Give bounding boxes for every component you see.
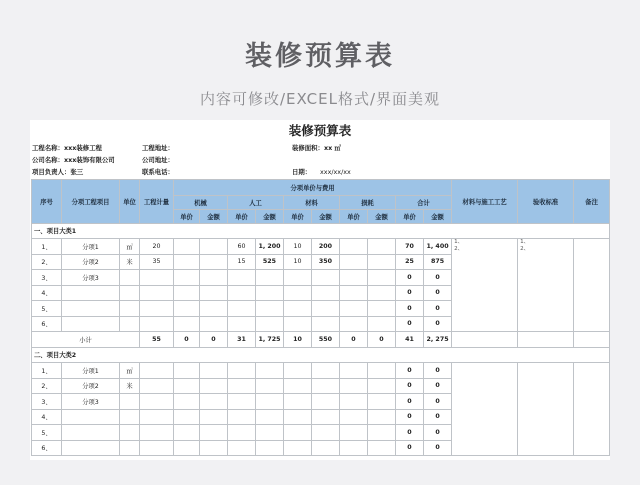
cell-l-p[interactable] [228, 394, 256, 410]
header-qty: 工程计量 [140, 180, 174, 224]
cell-unit[interactable]: ㎡ [120, 363, 140, 379]
subtotal-loss-a: 0 [368, 332, 396, 348]
cell-l-a[interactable] [256, 285, 284, 301]
header-unit-price: 单价 [228, 209, 256, 223]
section-row [32, 347, 610, 363]
cell-l-p[interactable]: 60 [228, 239, 256, 255]
cell-l-a[interactable] [256, 270, 284, 286]
cell-mat-a[interactable] [312, 409, 340, 425]
cell-mat-a[interactable] [312, 394, 340, 410]
cell-t-p[interactable]: 0 [396, 425, 424, 441]
cell-t-a[interactable]: 0 [424, 285, 452, 301]
subtotal-label: 小计 [32, 332, 140, 348]
header-unit-price: 单价 [174, 209, 200, 223]
header-unit: 单位 [120, 180, 140, 224]
banner-subtitle: 内容可修改/EXCEL格式/界面美观 [199, 90, 441, 108]
cell-l-p[interactable] [228, 425, 256, 441]
cell-t-a[interactable]: 0 [424, 425, 452, 441]
cell-m-a[interactable] [200, 409, 228, 425]
cell-l-p[interactable] [228, 285, 256, 301]
cell-loss-a[interactable] [368, 239, 396, 255]
cell-mat-p[interactable] [284, 270, 312, 286]
cell-seq[interactable]: 2、 [32, 254, 62, 270]
cell-item[interactable] [62, 285, 120, 301]
table-body [32, 223, 610, 456]
cell-remark[interactable] [574, 239, 610, 332]
cell-m-p[interactable] [174, 316, 200, 332]
banner-title: 装修预算表 [245, 41, 395, 72]
cell-item[interactable]: 分项3 [62, 270, 120, 286]
cell-item[interactable]: 分项2 [62, 378, 120, 394]
cell-m-p[interactable] [174, 285, 200, 301]
cell-process-notes[interactable] [452, 363, 518, 456]
cell-loss-p[interactable] [340, 378, 368, 394]
cell-loss-p[interactable] [340, 316, 368, 332]
contact-phone: 联系电话： [142, 168, 174, 176]
cell-m-p[interactable] [174, 409, 200, 425]
cell-mat-p[interactable] [284, 316, 312, 332]
info-row-1 [30, 142, 610, 154]
cell-item[interactable] [62, 301, 120, 317]
cell-qty[interactable]: 35 [140, 254, 174, 270]
info-row-3 [30, 166, 610, 178]
cell-t-a[interactable]: 0 [424, 270, 452, 286]
cell-qty[interactable] [140, 440, 174, 456]
cell-t-p[interactable]: 0 [396, 363, 424, 379]
cell-m-a[interactable] [200, 363, 228, 379]
cell-loss-p[interactable] [340, 285, 368, 301]
cell-m-a[interactable] [200, 394, 228, 410]
cell-t-a[interactable]: 0 [424, 440, 452, 456]
cell-m-a[interactable] [200, 440, 228, 456]
section-title: 一、项目大类1 [32, 223, 610, 239]
cell-unit[interactable]: ㎡ [120, 239, 140, 255]
cell-m-a[interactable] [200, 301, 228, 317]
subtotal-m-p: 0 [174, 332, 200, 348]
cell-unit[interactable] [120, 270, 140, 286]
cell-loss-a[interactable] [368, 270, 396, 286]
cell-l-p[interactable] [228, 316, 256, 332]
subtotal-loss-p: 0 [340, 332, 368, 348]
header-amount: 金额 [368, 209, 396, 223]
cell-loss-p[interactable] [340, 363, 368, 379]
cell-m-a[interactable] [200, 239, 228, 255]
cell-m-p[interactable] [174, 270, 200, 286]
cell-mat-p[interactable]: 10 [284, 254, 312, 270]
header-unit-price: 单价 [284, 209, 312, 223]
cell-m-p[interactable] [174, 239, 200, 255]
cell-mat-a[interactable]: 350 [312, 254, 340, 270]
cell-t-p[interactable]: 0 [396, 316, 424, 332]
cell-l-p[interactable] [228, 440, 256, 456]
cell-m-a[interactable] [200, 270, 228, 286]
company-address: 公司地址： [142, 156, 174, 164]
cell-loss-p[interactable] [340, 254, 368, 270]
cell-loss-a[interactable] [368, 254, 396, 270]
cell-mat-a[interactable] [312, 378, 340, 394]
cell-loss-p[interactable] [340, 440, 368, 456]
cell-seq[interactable]: 1、 [32, 239, 62, 255]
cell-m-p[interactable] [174, 301, 200, 317]
cell-m-a[interactable] [200, 378, 228, 394]
header-remark: 备注 [574, 180, 610, 224]
cell-mat-p[interactable] [284, 378, 312, 394]
cell-mat-a[interactable] [312, 270, 340, 286]
cell-item[interactable] [62, 425, 120, 441]
cell-l-a[interactable] [256, 316, 284, 332]
cell-m-p[interactable] [174, 440, 200, 456]
cell-seq[interactable]: 6、 [32, 440, 62, 456]
cell-qty[interactable] [140, 425, 174, 441]
subtotal-empty [452, 332, 518, 348]
cell-loss-a[interactable] [368, 394, 396, 410]
cell-seq[interactable]: 4、 [32, 285, 62, 301]
header-total: 合计 [396, 195, 452, 209]
cell-seq[interactable]: 2、 [32, 378, 62, 394]
cell-loss-p[interactable] [340, 270, 368, 286]
cell-unit[interactable]: 米 [120, 378, 140, 394]
cell-loss-p[interactable] [340, 425, 368, 441]
cell-l-a[interactable]: 525 [256, 254, 284, 270]
cell-qty[interactable] [140, 394, 174, 410]
cell-m-a[interactable] [200, 285, 228, 301]
subtotal-empty [574, 332, 610, 348]
cell-item[interactable] [62, 440, 120, 456]
cell-seq[interactable]: 1、 [32, 363, 62, 379]
cell-t-p[interactable]: 25 [396, 254, 424, 270]
cell-t-p[interactable]: 0 [396, 378, 424, 394]
decoration-area: 装修面积：xx ㎡ [292, 144, 341, 152]
cell-l-a[interactable] [256, 425, 284, 441]
cell-loss-a[interactable] [368, 378, 396, 394]
cell-seq[interactable]: 5、 [32, 425, 62, 441]
cell-mat-p[interactable] [284, 394, 312, 410]
cell-qty[interactable] [140, 316, 174, 332]
cell-t-p[interactable]: 0 [396, 285, 424, 301]
cell-l-p[interactable] [228, 409, 256, 425]
table-row [32, 363, 610, 379]
cell-l-p[interactable] [228, 270, 256, 286]
table-row [32, 239, 610, 255]
header-item: 分项工程项目 [62, 180, 120, 224]
cell-qty[interactable] [140, 363, 174, 379]
header-labor: 人工 [228, 195, 284, 209]
cell-qty[interactable] [140, 378, 174, 394]
cell-l-a[interactable] [256, 394, 284, 410]
cell-loss-a[interactable] [368, 363, 396, 379]
subtotal-mat-a: 550 [312, 332, 340, 348]
cell-mat-p[interactable] [284, 425, 312, 441]
cell-item[interactable]: 分项3 [62, 394, 120, 410]
cell-mat-p[interactable]: 10 [284, 239, 312, 255]
cell-unit[interactable] [120, 316, 140, 332]
cell-unit[interactable] [120, 409, 140, 425]
cell-t-a[interactable]: 0 [424, 378, 452, 394]
cell-mat-a[interactable] [312, 285, 340, 301]
cell-t-p[interactable]: 0 [396, 440, 424, 456]
cell-seq[interactable]: 3、 [32, 394, 62, 410]
subtotal-row [32, 332, 610, 348]
cell-m-p[interactable] [174, 425, 200, 441]
cell-mat-a[interactable] [312, 316, 340, 332]
date-label: 日期： [292, 168, 312, 176]
cell-process-notes[interactable]: 1、 2、 [452, 239, 518, 332]
cell-loss-p[interactable] [340, 409, 368, 425]
cell-t-a[interactable]: 0 [424, 394, 452, 410]
subtotal-empty [518, 332, 574, 348]
cell-t-a[interactable]: 0 [424, 409, 452, 425]
subtotal-l-p: 31 [228, 332, 256, 348]
subtotal-t-p: 41 [396, 332, 424, 348]
header-acceptance: 验收标准 [518, 180, 574, 224]
cell-t-p[interactable]: 0 [396, 270, 424, 286]
cell-seq[interactable]: 4、 [32, 409, 62, 425]
cell-m-p[interactable] [174, 363, 200, 379]
cell-unit[interactable] [120, 285, 140, 301]
budget-sheet [30, 120, 610, 460]
cell-loss-p[interactable] [340, 239, 368, 255]
cell-unit[interactable] [120, 440, 140, 456]
cell-item[interactable]: 分项1 [62, 363, 120, 379]
cell-loss-a[interactable] [368, 316, 396, 332]
cell-mat-p[interactable] [284, 301, 312, 317]
cell-qty[interactable] [140, 285, 174, 301]
cell-mat-a[interactable] [312, 425, 340, 441]
cell-t-p[interactable]: 0 [396, 394, 424, 410]
cell-l-a[interactable] [256, 301, 284, 317]
cell-loss-a[interactable] [368, 409, 396, 425]
cell-qty[interactable]: 20 [140, 239, 174, 255]
cell-item[interactable] [62, 316, 120, 332]
cell-mat-a[interactable] [312, 363, 340, 379]
company-name: 公司名称：xxx装饰有限公司 [32, 156, 115, 164]
subtotal-l-a: 1, 725 [256, 332, 284, 348]
project-manager: 项目负责人：张三 [32, 168, 84, 176]
header-unit-price: 单价 [340, 209, 368, 223]
cell-unit[interactable] [120, 301, 140, 317]
header-cost-group: 分项单价与费用 [174, 180, 452, 196]
cell-t-a[interactable]: 0 [424, 301, 452, 317]
header-amount: 金额 [424, 209, 452, 223]
cell-m-p[interactable] [174, 254, 200, 270]
cell-seq[interactable]: 6、 [32, 316, 62, 332]
cell-l-a[interactable] [256, 409, 284, 425]
cell-l-a[interactable] [256, 440, 284, 456]
cell-l-p[interactable] [228, 378, 256, 394]
date-value: xxx/xx/xx [320, 168, 351, 176]
cell-l-a[interactable]: 1, 200 [256, 239, 284, 255]
subtotal-m-a: 0 [200, 332, 228, 348]
cell-item[interactable] [62, 409, 120, 425]
cell-l-a[interactable] [256, 363, 284, 379]
cell-loss-p[interactable] [340, 301, 368, 317]
cell-unit[interactable] [120, 425, 140, 441]
cell-qty[interactable] [140, 301, 174, 317]
project-address: 工程地址： [142, 144, 174, 152]
cell-mat-p[interactable] [284, 409, 312, 425]
cell-t-a[interactable]: 0 [424, 363, 452, 379]
cell-m-a[interactable] [200, 425, 228, 441]
subtotal-mat-p: 10 [284, 332, 312, 348]
cell-m-a[interactable] [200, 316, 228, 332]
cell-l-p[interactable] [228, 363, 256, 379]
subtotal-t-a: 2, 275 [424, 332, 452, 348]
cell-mat-a[interactable]: 200 [312, 239, 340, 255]
cell-loss-a[interactable] [368, 301, 396, 317]
header-seq: 序号 [32, 180, 62, 224]
cell-loss-a[interactable] [368, 440, 396, 456]
cell-mat-p[interactable] [284, 440, 312, 456]
info-row-2 [30, 154, 610, 166]
header-machine: 机械 [174, 195, 228, 209]
header-loss: 损耗 [340, 195, 396, 209]
header-material: 材料 [284, 195, 340, 209]
header-amount: 金额 [200, 209, 228, 223]
subtotal-qty: 55 [140, 332, 174, 348]
cell-t-p[interactable]: 70 [396, 239, 424, 255]
cell-item[interactable]: 分项2 [62, 254, 120, 270]
cell-unit[interactable]: 米 [120, 254, 140, 270]
cell-qty[interactable] [140, 409, 174, 425]
header-amount: 金额 [312, 209, 340, 223]
cell-mat-p[interactable] [284, 285, 312, 301]
cell-remark[interactable] [574, 363, 610, 456]
cell-l-p[interactable]: 15 [228, 254, 256, 270]
cell-l-p[interactable] [228, 301, 256, 317]
section-row [32, 223, 610, 239]
cell-l-a[interactable] [256, 378, 284, 394]
header-process: 材料与施工工艺 [452, 180, 518, 224]
cell-qty[interactable] [140, 270, 174, 286]
cell-m-a[interactable] [200, 254, 228, 270]
header-unit-price: 单价 [396, 209, 424, 223]
cell-mat-a[interactable] [312, 440, 340, 456]
cell-seq[interactable]: 5、 [32, 301, 62, 317]
cell-t-a[interactable]: 0 [424, 316, 452, 332]
cell-loss-p[interactable] [340, 394, 368, 410]
cell-mat-p[interactable] [284, 363, 312, 379]
cell-acceptance-notes[interactable]: 1、 2、 [518, 239, 574, 332]
section-title: 二、项目大类2 [32, 347, 610, 363]
cell-t-p[interactable]: 0 [396, 409, 424, 425]
project-name: 工程名称：xxx装修工程 [32, 144, 102, 152]
cell-m-p[interactable] [174, 394, 200, 410]
header-amount: 金额 [256, 209, 284, 223]
cell-item[interactable]: 分项1 [62, 239, 120, 255]
cell-unit[interactable] [120, 394, 140, 410]
cell-loss-a[interactable] [368, 285, 396, 301]
cell-mat-a[interactable] [312, 301, 340, 317]
cell-loss-a[interactable] [368, 425, 396, 441]
cell-acceptance-notes[interactable] [518, 363, 574, 456]
sheet-title: 装修预算表 [288, 123, 352, 138]
budget-table [31, 179, 610, 456]
cell-t-p[interactable]: 0 [396, 301, 424, 317]
cell-t-a[interactable]: 1, 400 [424, 239, 452, 255]
cell-t-a[interactable]: 875 [424, 254, 452, 270]
cell-m-p[interactable] [174, 378, 200, 394]
cell-seq[interactable]: 3、 [32, 270, 62, 286]
